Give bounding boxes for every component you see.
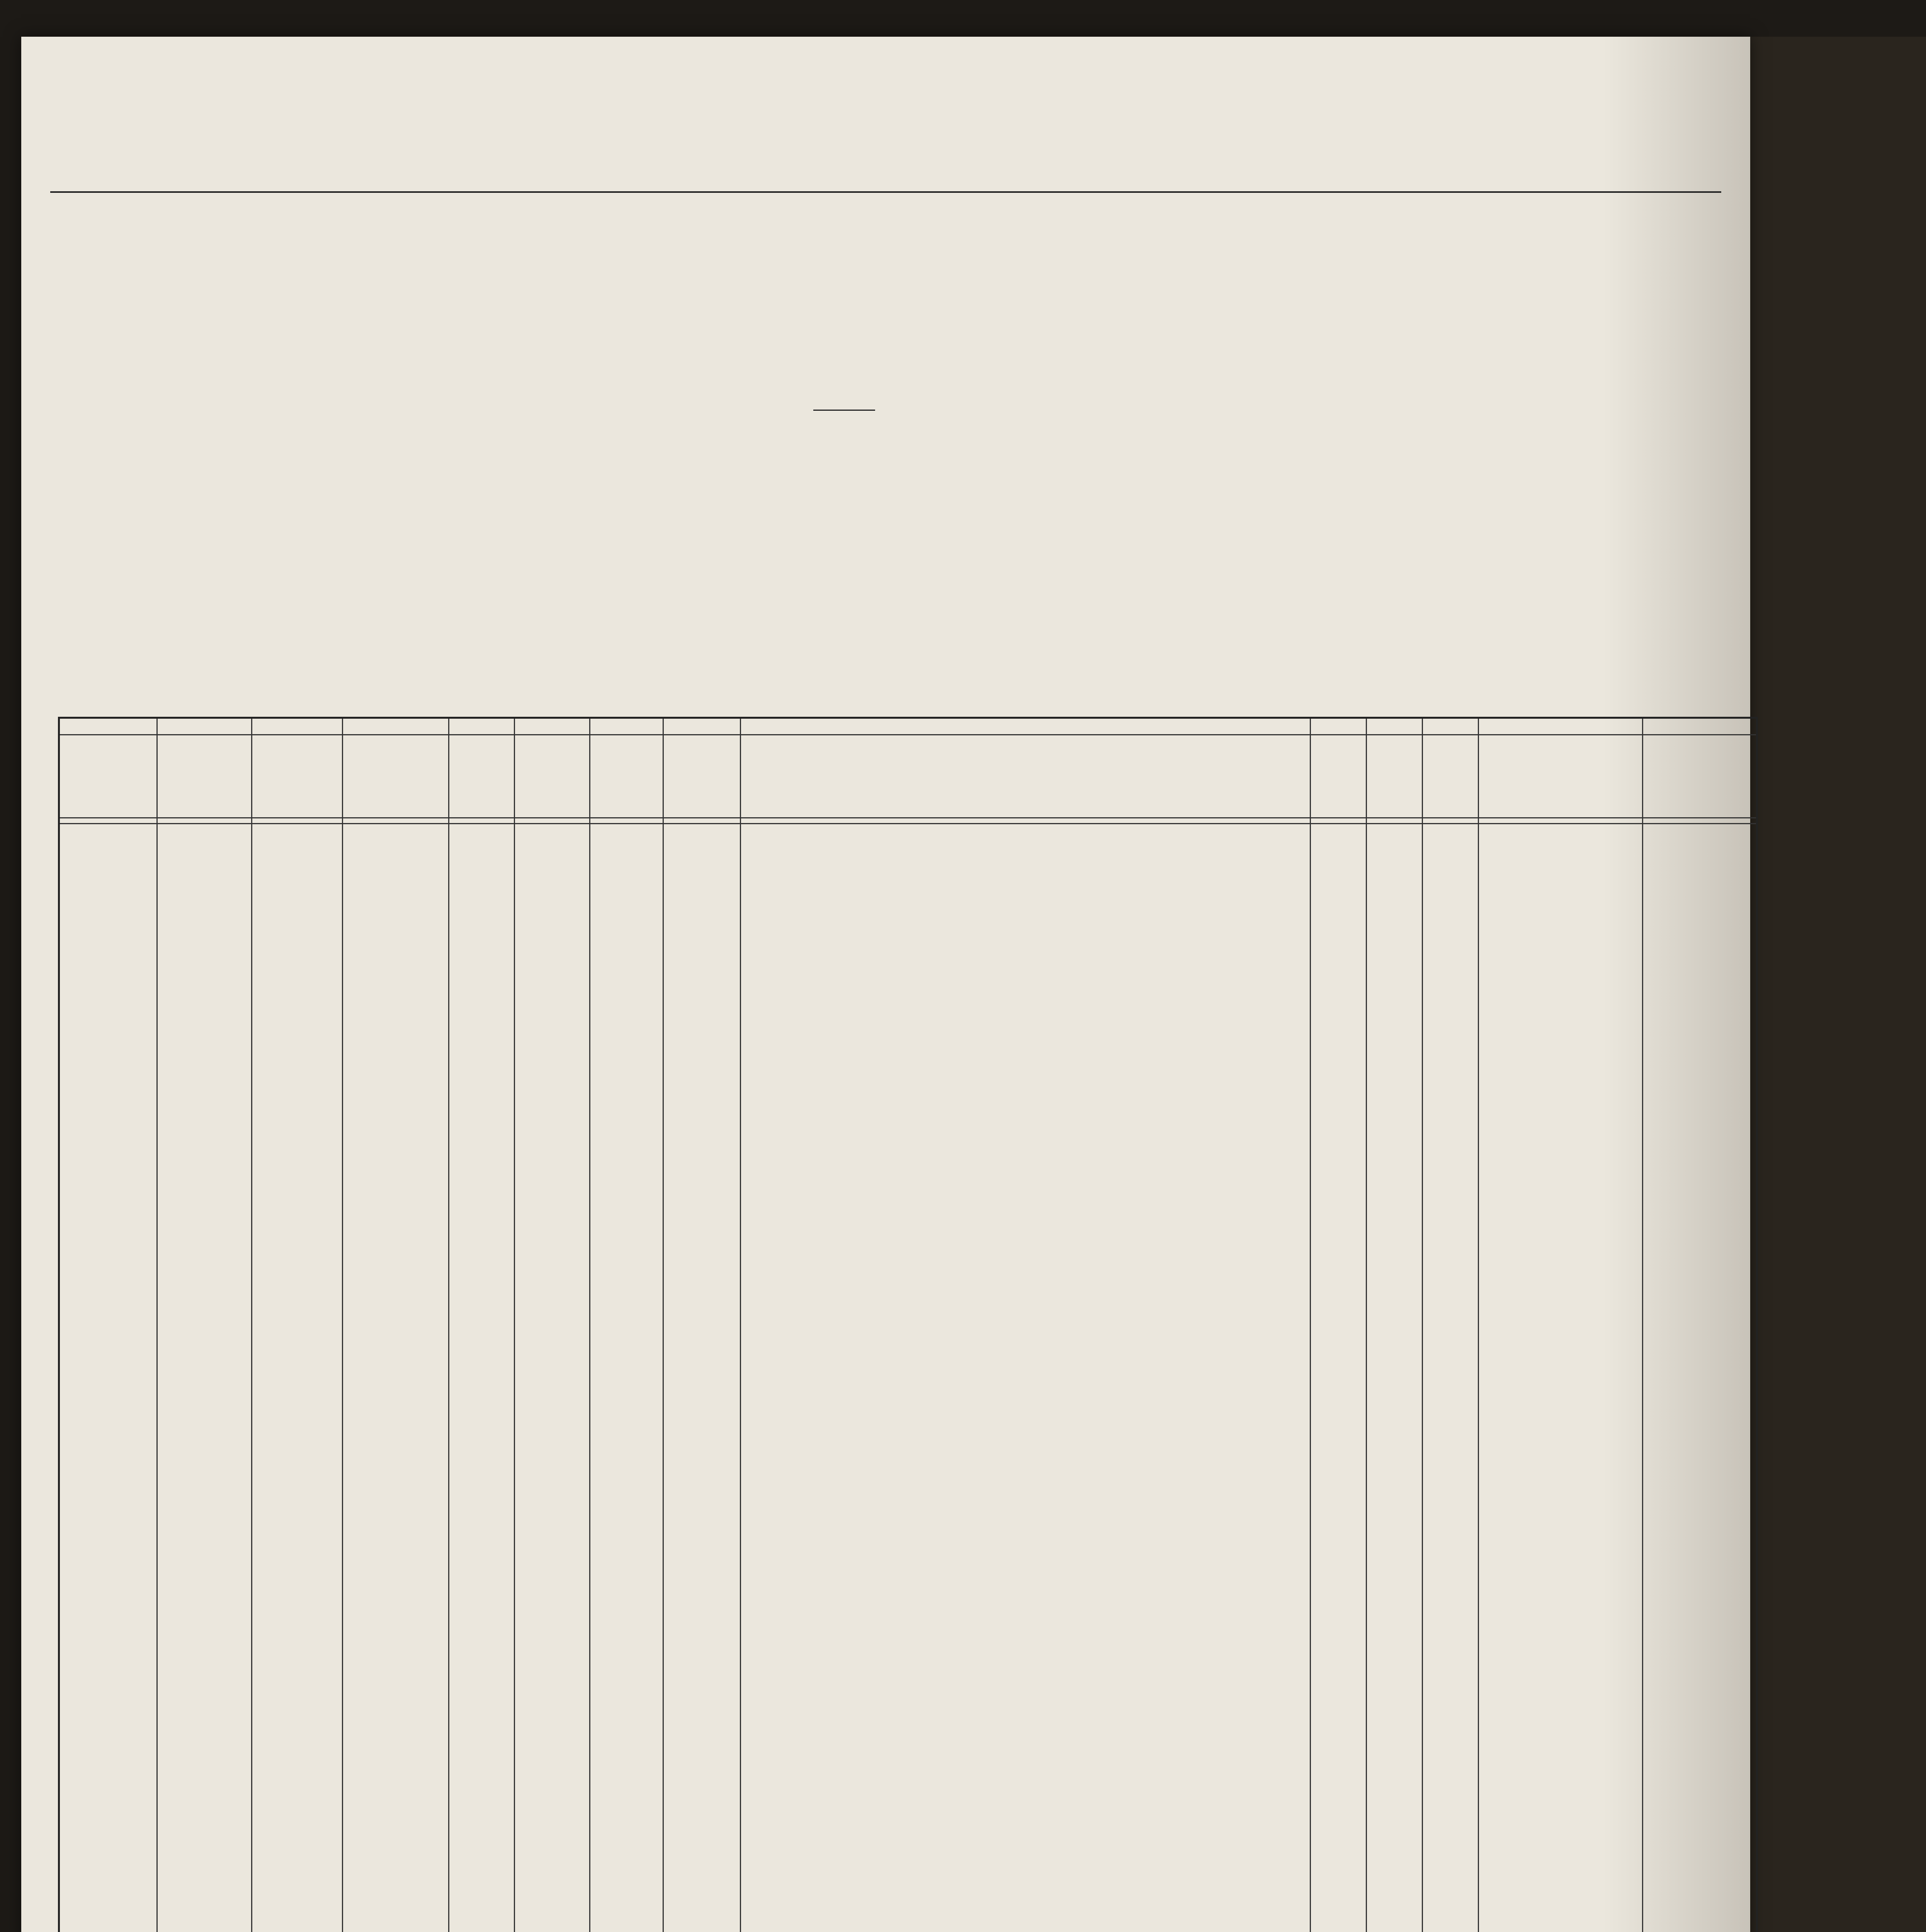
quotation-table: [58, 717, 1758, 1932]
newspaper-page: [21, 37, 1750, 1932]
header-rule-bottom: [60, 817, 1756, 818]
header-rule: [50, 191, 1721, 193]
scan-margin: [1750, 37, 1926, 1932]
col-rule: [156, 719, 158, 1932]
header-rule-double: [60, 823, 1756, 824]
col-rule: [1366, 719, 1367, 1932]
header-rule-top: [60, 734, 1756, 735]
col-rule: [589, 719, 590, 1932]
col-rule: [448, 719, 449, 1932]
col-rule: [663, 719, 664, 1932]
col-rule: [1422, 719, 1423, 1932]
col-rule: [251, 719, 252, 1932]
col-rule: [1478, 719, 1479, 1932]
col-rule: [1310, 719, 1311, 1932]
col-rule: [342, 719, 343, 1932]
col-rule: [740, 719, 741, 1932]
col-rule: [514, 719, 515, 1932]
col-rule: [1642, 719, 1643, 1932]
masthead-rule: [813, 410, 875, 411]
